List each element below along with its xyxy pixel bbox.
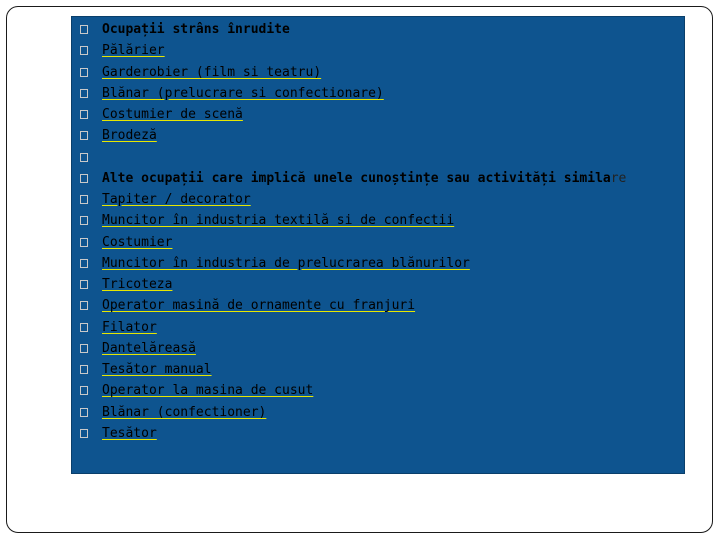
occupation-link[interactable]: Operator la masina de cusut — [102, 383, 314, 399]
bullet-icon — [80, 68, 88, 77]
occupation-link[interactable]: Costumier — [102, 234, 173, 250]
bullet-icon — [80, 238, 88, 247]
bullet-icon — [80, 259, 88, 268]
occupation-link[interactable]: Operator masină de ornamente cu franjuri — [102, 298, 416, 314]
occupation-link[interactable]: Brodeză — [102, 128, 157, 144]
bullet-icon — [80, 46, 88, 55]
occupation-link[interactable]: Tapiter / decorator — [102, 192, 251, 207]
occupation-link[interactable]: Tesător — [102, 425, 157, 441]
bullet-icon — [80, 280, 88, 289]
bullet-icon — [80, 365, 88, 374]
section2-heading: Alte ocupații care implică unele cunoștințe sau activități simila — [102, 170, 611, 186]
occupation-link[interactable]: Tesător manual — [102, 362, 212, 377]
bullet-icon — [80, 301, 88, 310]
occupation-link[interactable]: Muncitor în industria de prelucrarea blănurilor — [102, 255, 470, 271]
occupation-link[interactable]: Blănar (confectioner) — [102, 404, 267, 420]
bullet-icon — [80, 323, 88, 332]
bullet-icon — [80, 216, 88, 225]
bullet-icon — [80, 25, 88, 34]
bullet-icon — [80, 174, 88, 183]
occupation-link[interactable]: Tricoteza — [102, 277, 173, 292]
occupation-link[interactable]: Blănar (prelucrare si confectionare) — [102, 85, 384, 101]
occupation-link[interactable]: Muncitor în industria textilă si de confectii — [102, 213, 455, 229]
bullet-icon — [80, 110, 88, 119]
bullet-icon — [80, 429, 88, 438]
bullet-icon — [80, 386, 88, 395]
occupation-link[interactable]: Costumier de scenă — [102, 107, 243, 122]
section2-heading-tail: re — [610, 170, 627, 186]
occupation-link[interactable]: Dantelăreasă — [102, 340, 196, 356]
bullet-icon — [80, 195, 88, 204]
section1-heading: Ocupații strâns înrudite — [102, 22, 290, 37]
section2-heading-wrap — [102, 168, 626, 189]
bullet-icon — [80, 131, 88, 140]
bullet-icon — [80, 89, 88, 98]
bullet-icon — [80, 344, 88, 353]
bullet-icon — [80, 408, 88, 417]
bullet-icon — [80, 153, 88, 162]
occupation-link[interactable]: Filator — [102, 319, 157, 335]
occupation-link[interactable]: Garderobier (film si teatru) — [102, 64, 322, 80]
occupation-link[interactable]: Pălărier — [102, 43, 165, 59]
